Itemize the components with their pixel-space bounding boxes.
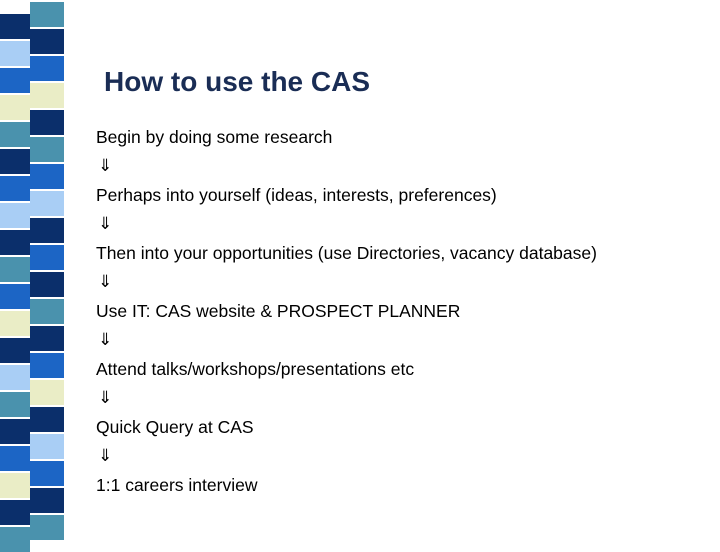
step-7: 1:1 careers interview bbox=[96, 475, 258, 495]
stripe-block bbox=[30, 297, 64, 324]
stripe-block bbox=[30, 243, 64, 270]
stripe-block bbox=[30, 378, 64, 405]
stripe-block bbox=[30, 459, 64, 486]
stripe-block bbox=[30, 513, 64, 540]
down-arrow-icon: ⇓ bbox=[98, 446, 113, 466]
stripe-block bbox=[30, 351, 64, 378]
stripe-block bbox=[0, 255, 30, 282]
stripe-block bbox=[30, 135, 64, 162]
stripe-block bbox=[30, 405, 64, 432]
stripe-block bbox=[30, 270, 64, 297]
stripe-block bbox=[30, 486, 64, 513]
stripe-block bbox=[0, 201, 30, 228]
step-6: Quick Query at CAS bbox=[96, 417, 254, 437]
decorative-stripe-bar bbox=[0, 0, 68, 540]
stripe-block bbox=[0, 417, 30, 444]
steps-list bbox=[96, 123, 696, 500]
stripe-block bbox=[30, 81, 64, 108]
step-3: Then into your opportunities (use Directories, vacancy database) bbox=[96, 243, 597, 263]
stripe-block bbox=[30, 27, 64, 54]
stripe-block bbox=[0, 525, 30, 552]
stripe-block bbox=[0, 93, 30, 120]
down-arrow-icon: ⇓ bbox=[98, 214, 113, 234]
stripe-block bbox=[30, 216, 64, 243]
decorative-stripe-inner bbox=[30, 0, 64, 540]
slide-title: How to use the CAS bbox=[104, 66, 371, 97]
stripe-block bbox=[0, 309, 30, 336]
stripe-block bbox=[0, 390, 30, 417]
stripe-block bbox=[30, 162, 64, 189]
down-arrow-icon: ⇓ bbox=[98, 156, 113, 176]
step-4: Use IT: CAS website & PROSPECT PLANNER bbox=[96, 301, 461, 321]
down-arrow-icon: ⇓ bbox=[98, 272, 113, 292]
stripe-block bbox=[0, 363, 30, 390]
stripe-block bbox=[0, 282, 30, 309]
stripe-block bbox=[0, 12, 30, 39]
stripe-block bbox=[0, 444, 30, 471]
stripe-block bbox=[0, 120, 30, 147]
decorative-stripe-outer bbox=[0, 0, 30, 540]
stripe-block bbox=[0, 66, 30, 93]
stripe-block bbox=[0, 471, 30, 498]
down-arrow-icon: ⇓ bbox=[98, 330, 113, 350]
stripe-block bbox=[0, 228, 30, 255]
step-2: Perhaps into yourself (ideas, interests, preferences) bbox=[96, 185, 497, 205]
stripe-block bbox=[30, 189, 64, 216]
stripe-block bbox=[30, 0, 64, 27]
down-arrow-icon: ⇓ bbox=[98, 388, 113, 408]
stripe-block bbox=[0, 147, 30, 174]
stripe-block bbox=[0, 174, 30, 201]
step-5: Attend talks/workshops/presentations etc bbox=[96, 359, 415, 379]
step-1: Begin by doing some research bbox=[96, 127, 333, 147]
stripe-block bbox=[0, 498, 30, 525]
stripe-block bbox=[0, 39, 30, 66]
stripe-block bbox=[0, 336, 30, 363]
stripe-block bbox=[30, 324, 64, 351]
stripe-block bbox=[30, 54, 64, 81]
stripe-block bbox=[30, 108, 64, 135]
stripe-block bbox=[30, 432, 64, 459]
